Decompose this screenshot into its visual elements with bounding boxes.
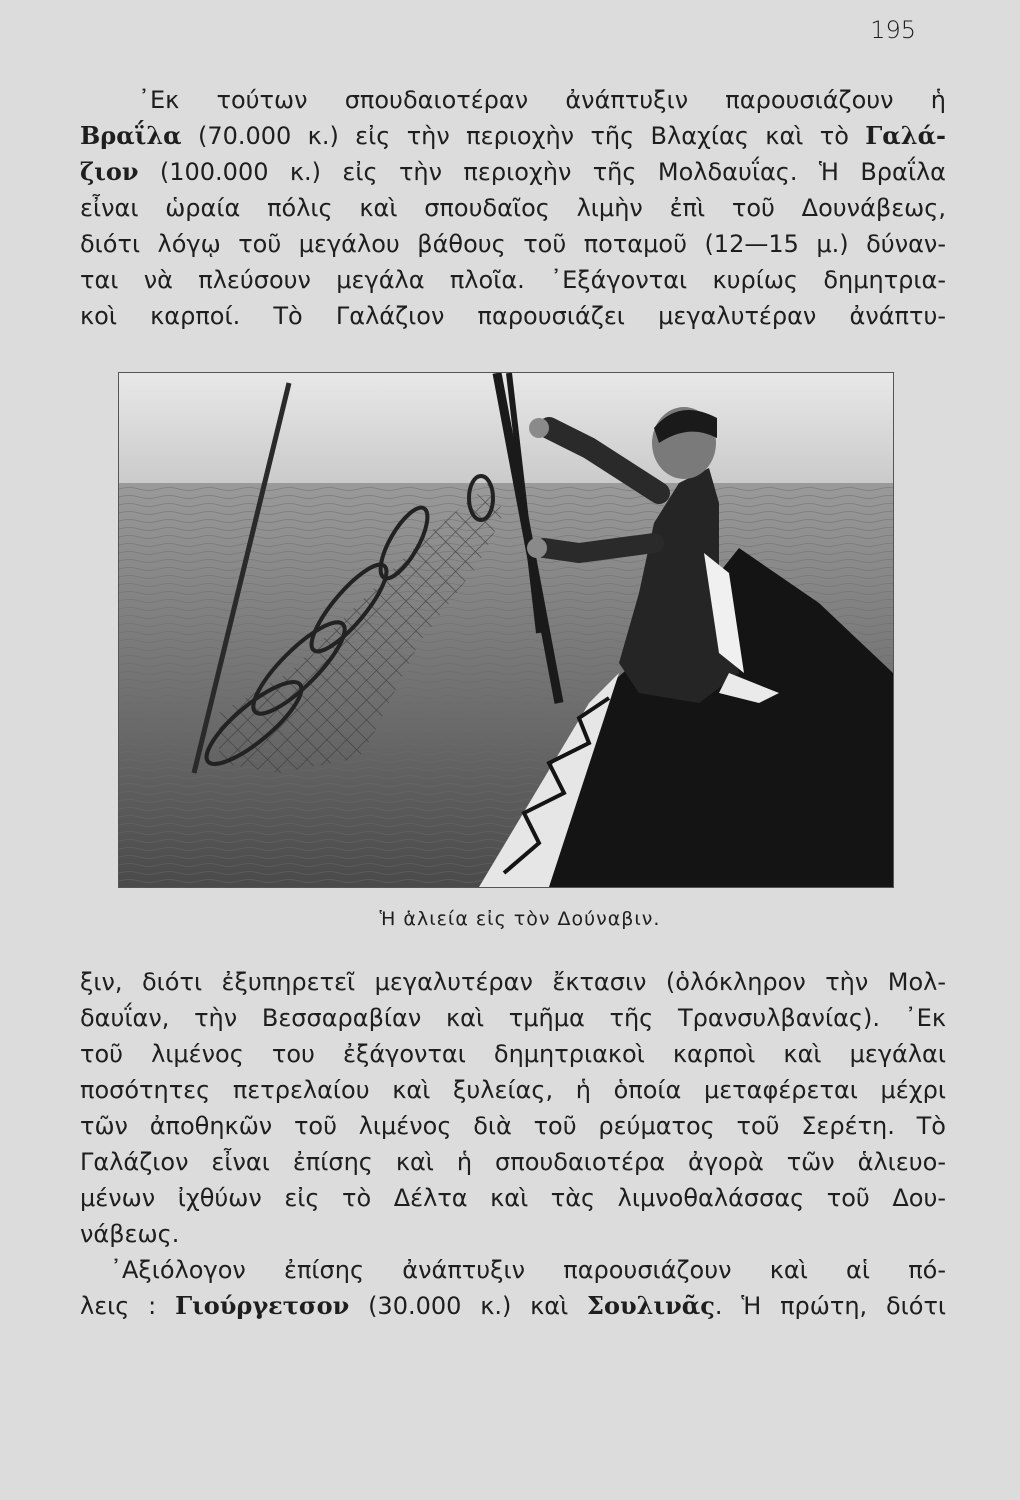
- photo-fishing-danube: [118, 372, 894, 888]
- text-span: . Ἡ πρώτη, διότι: [714, 1292, 947, 1320]
- text-line: τοῦ λιμένος του ἐξάγονται δημητριακοὶ καρποὶ καὶ μεγάλαι: [80, 1040, 946, 1068]
- text-line: δαυΐαν, τὴν Βεσσαραβίαν καὶ τμῆμα τῆς Τρανσυλβανίας). ᾿Εκ: [80, 1004, 946, 1032]
- page-number: 195: [870, 16, 916, 44]
- text-line: ται νὰ πλεύσουν μεγάλα πλοῖα. ᾿Εξάγονται κυρίως δημητρια-: [80, 266, 946, 294]
- bold-term-giurgiu: Γιούργετσον: [175, 1291, 350, 1320]
- text-span: (100.000 κ.) εἰς τὴν περιοχὴν τῆς Μολδαυΐας. Ἡ Βραΐλα: [138, 158, 946, 186]
- photo-illustration: [119, 373, 893, 887]
- bold-term-galatsi: Γαλά-: [865, 121, 946, 150]
- text-line: εἶναι ὡραία πόλις καὶ σπουδαῖος λιμὴν ἐπὶ τοῦ Δουνάβεως,: [80, 194, 946, 222]
- figure-caption: Ἡ ἁλιεία εἰς τὸν Δούναβιν.: [379, 908, 661, 930]
- bold-term-galatsi-end: ζιον: [80, 157, 139, 186]
- text-line: ξιν, διότι ἐξυπηρετεῖ μεγαλυτέραν ἔκτασιν (ὁλόκληρον τὴν Μολ-: [80, 968, 946, 996]
- paragraph-top: [80, 82, 946, 334]
- paragraph-bottom: [80, 964, 946, 1324]
- text-line: [80, 154, 946, 190]
- text-line: ᾿Αξιόλογον ἐπίσης ἀνάπτυξιν παρουσιάζουν καὶ αἱ πό-: [110, 1256, 946, 1284]
- text-line: μένων ἰχθύων εἰς τὸ Δέλτα καὶ τὰς λιμνοθαλάσσας τοῦ Δου-: [80, 1184, 946, 1212]
- text-line: Γαλάζιον εἶναι ἐπίσης καὶ ἡ σπουδαιοτέρα ἀγορὰ τῶν ἁλιευο-: [80, 1148, 946, 1176]
- text-line: ᾿Εκ τούτων σπουδαιοτέραν ἀνάπτυξιν παρουσιάζουν ἡ: [138, 86, 946, 114]
- text-span: λεις :: [80, 1292, 176, 1320]
- text-span: (70.000 κ.) εἰς τὴν περιοχὴν τῆς Βλαχίας καὶ τὸ: [181, 122, 866, 150]
- bold-term-sulina: Σουλινᾶς: [587, 1291, 715, 1320]
- text-line: [80, 118, 946, 154]
- text-line: νάβεως.: [80, 1220, 180, 1248]
- text-line: κοὶ καρποί. Τὸ Γαλάζιον παρουσιάζει μεγαλυτέραν ἀνάπτυ-: [80, 302, 946, 330]
- text-line: ποσότητες πετρελαίου καὶ ξυλείας, ἡ ὁποία μεταφέρεται μέχρι: [80, 1076, 946, 1104]
- text-line: τῶν ἀποθηκῶν τοῦ λιμένος διὰ τοῦ ρεύματος τοῦ Σερέτη. Τὸ: [80, 1112, 946, 1140]
- text-span: (30.000 κ.) καὶ: [349, 1292, 588, 1320]
- text-line: [80, 1288, 946, 1324]
- bold-term-braila: Βραΐλα: [80, 121, 182, 150]
- text-line: διότι λόγῳ τοῦ μεγάλου βάθους τοῦ ποταμοῦ (12—15 μ.) δύναν-: [80, 230, 946, 258]
